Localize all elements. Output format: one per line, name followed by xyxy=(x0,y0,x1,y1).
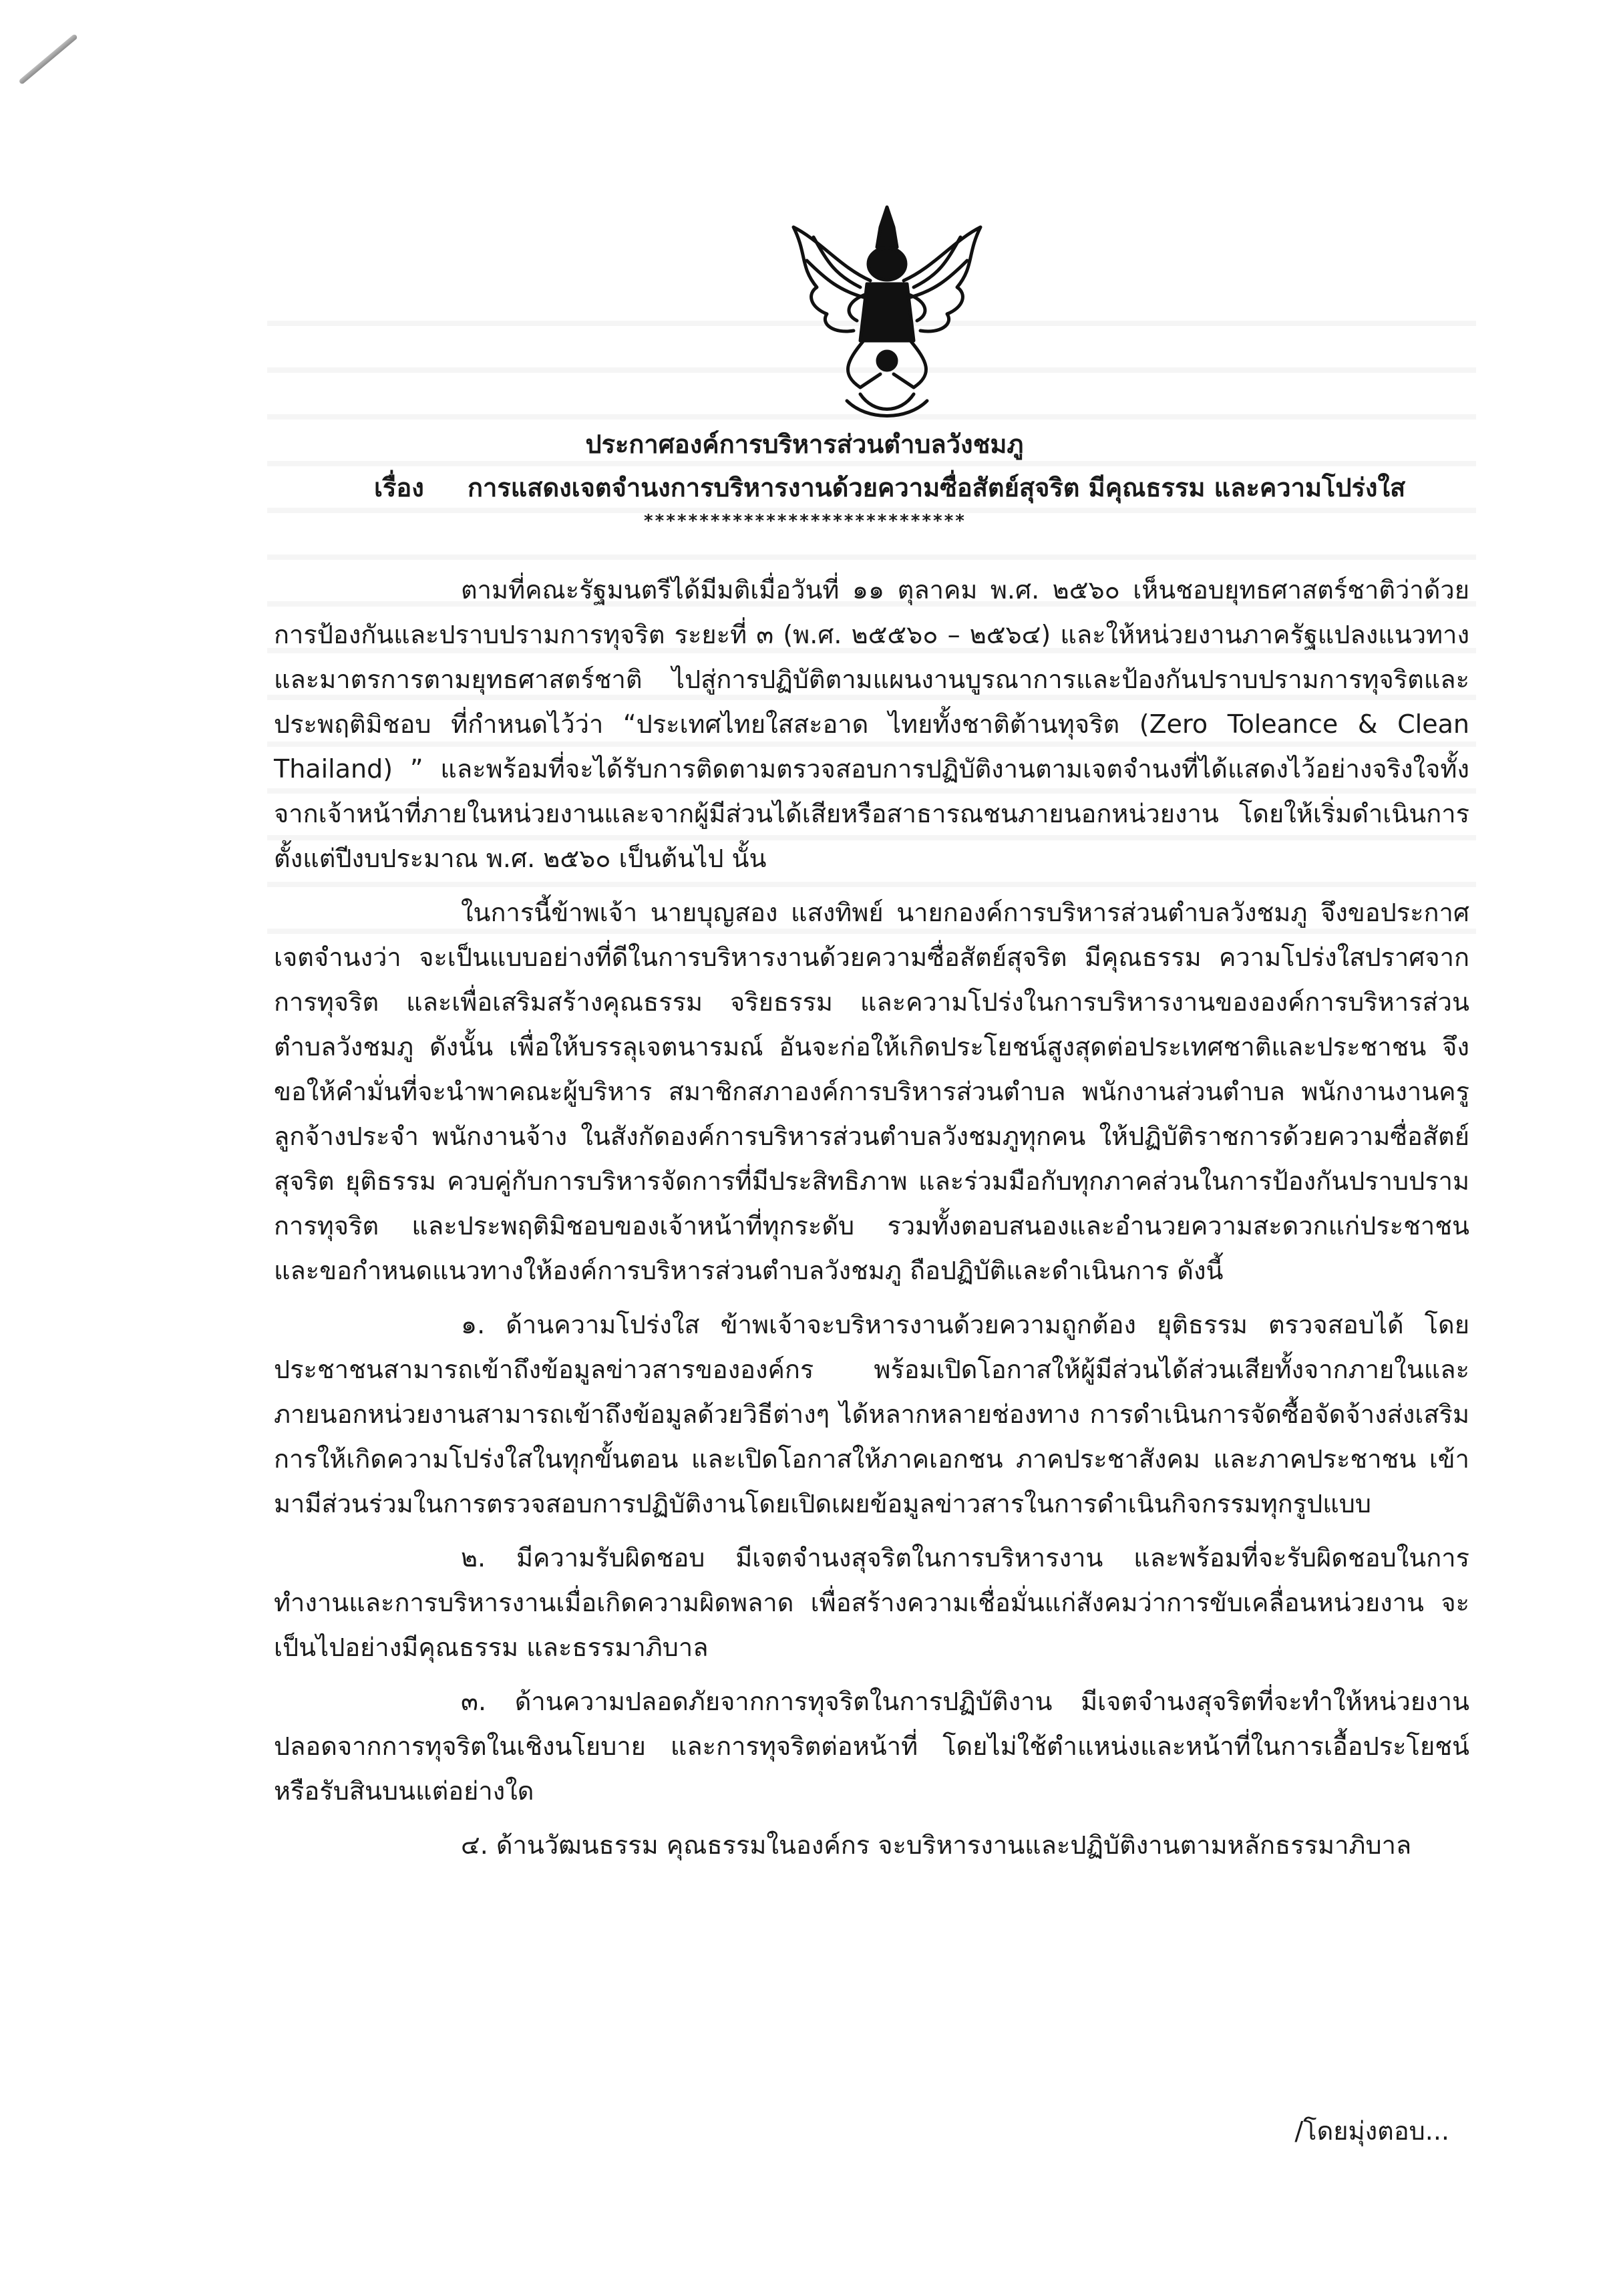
paragraph-item-1: ๑. ด้านความโปร่งใส ข้าพเจ้าจะบริหารงานด้วยความถูกต้อง ยุติธรรม ตรวจสอบได้ โดยประชาชนสามารถเข้าถึงข้อมูลข่าวสารขององค์กร พร้อมเปิดโอกาสให้ผู้มีส่วนได้ส่วนเสียทั้งจากภายในและภายนอกหน่วยงานสามารถเข้าถึงข้อมูลด้วยวิธีต่างๆ ได้หลากหลายช่องทาง การดำเนินการจัดซื้อจัดจ้างส่งเสริมการให้เกิดความโปร่งใสในทุกขั้นตอน และเปิดโอกาสให้ภาคเอกชน ภาคประชาสังคม และภาคประชาชน เข้ามามีส่วนร่วมในการตรวจสอบการปฏิบัติงานโดยเปิดเผยข้อมูลข่าวสารในการดำเนินกิจกรรมทุกรูปแบบ xyxy=(274,1310,1469,1518)
paragraph-preamble: ตามที่คณะรัฐมนตรีได้มีมติเมื่อวันที่ ๑๑ ตุลาคม พ.ศ. ๒๕๖๐ เห็นชอบยุทธศาสตร์ชาติว่าด้วยการป้องกันและปราบปรามการทุจริต ระยะที่ ๓ (พ.ศ. ๒๕๕๖๐ – ๒๕๖๔) และให้หน่วยงานภาครัฐแปลงแนวทางและมาตรการตามยุทธศาสตร์ชาติ ไปสู่การปฏิบัติตามแผนงานบูรณาการและป้องกันปราบปรามการทุจริตและประพฤติมิชอบ ที่กำหนดไว้ว่า “ประเทศไทยใสสะอาด ไทยทั้งชาติต้านทุจริต (Zero Toleance & Clean Thailand) ” และพร้อมที่จะได้รับการติดตามตรวจสอบการปฏิบัติงานตามเจตจำนงที่ได้แสดงไว้อย่างจริงใจทั้งจากเจ้าหน้าที่ภายในหน่วยงานและจากผู้มีส่วนได้เสียหรือสาธารณชนภายนอกหน่วยงาน โดยให้เริ่มดำเนินการตั้งแต่ปีงบประมาณ พ.ศ. ๒๕๖๐ เป็นต้นไป นั้น xyxy=(274,575,1469,873)
document-body xyxy=(274,568,1469,1868)
subject-text: การแสดงเจตจำนงการบริหารงานด้วยความซื่อสัตย์สุจริต มีคุณธรรม และความโปร่งใส xyxy=(468,473,1406,502)
paragraph-item-4: ๔. ด้านวัฒนธรรม คุณธรรมในองค์กร จะบริหารงานและปฏิบัติงานตามหลักธรรมาภิบาล xyxy=(461,1830,1412,1860)
subject-label: เรื่อง xyxy=(374,473,424,502)
paragraph-item-2: ๒. มีความรับผิดชอบ มีเจตจำนงสุจริตในการบริหารงาน และพร้อมที่จะรับผิดชอบในการทำงานและการบริหารงานเมื่อเกิดความผิดพลาด เพื่อสร้างความเชื่อมั่นแก่สังคมว่าการขับเคลื่อนหน่วยงาน จะเป็นไปอย่างมีคุณธรรม และธรรมาภิบาล xyxy=(274,1543,1469,1662)
separator-line: ***************************** xyxy=(643,511,966,531)
garuda-emblem xyxy=(780,200,994,421)
paragraph-declaration: ในการนี้ข้าพเจ้า นายบุญสอง แสงทิพย์ นายกองค์การบริหารส่วนตำบลวังชมภู จึงขอประกาศเจตจำนงว่า จะเป็นแบบอย่างที่ดีในการบริหารงานด้วยความซื่อสัตย์สุจริต มีคุณธรรม ความโปร่งใสปราศจากการทุจริต และเพื่อเสริมสร้างคุณธรรม จริยธรรม และความโปร่งในการบริหารงานขององค์การบริหารส่วนตำบลวังชมภู ดังนั้น เพื่อให้บรรลุเจตนารมณ์ อันจะก่อให้เกิดประโยชน์สูงสุดต่อประเทศชาติและประชาชน จึงขอให้คำมั่นที่จะนำพาคณะผู้บริหาร สมาชิกสภาองค์การบริหารส่วนตำบล พนักงานส่วนตำบล พนักงานงานครู ลูกจ้างประจำ พนักงานจ้าง ในสังกัดองค์การบริหารส่วนตำบลวังชมภูทุกคน ให้ปฏิบัติราชการด้วยความซื่อสัตย์ สุจริต ยุติธรรม ควบคู่กับการบริหารจัดการที่มีประสิทธิภาพ และร่วมมือกับทุกภาคส่วนในการป้องกันปราบปรามการทุจริต และประพฤติมิชอบของเจ้าหน้าที่ทุกระดับ รวมทั้งตอบสนองและอำนวยความสะดวกแก่ประชาชน และขอกำหนดแนวทางให้องค์การบริหารส่วนตำบลวังชมภู ถือปฏิบัติและดำเนินการ ดังนี้ xyxy=(274,898,1469,1285)
staple-mark xyxy=(18,33,77,85)
paragraph-item-3: ๓. ด้านความปลอดภัยจากการทุจริตในการปฏิบัติงาน มีเจตจำนงสุจริตที่จะทำให้หน่วยงานปลอดจากการทุจริตในเชิงนโยบาย และการทุจริตต่อหน้าที่ โดยไม่ใช้ตำแหน่งและหน้าที่ในการเอื้อประโยชน์หรือรับสินบนแต่อย่างใด xyxy=(274,1687,1469,1806)
subject-line xyxy=(374,471,1449,504)
continuation-note: /โดยมุ่งตอบ... xyxy=(1294,2116,1449,2146)
announcement-title: ประกาศองค์การบริหารส่วนตำบลวังชมภู xyxy=(585,430,1024,459)
